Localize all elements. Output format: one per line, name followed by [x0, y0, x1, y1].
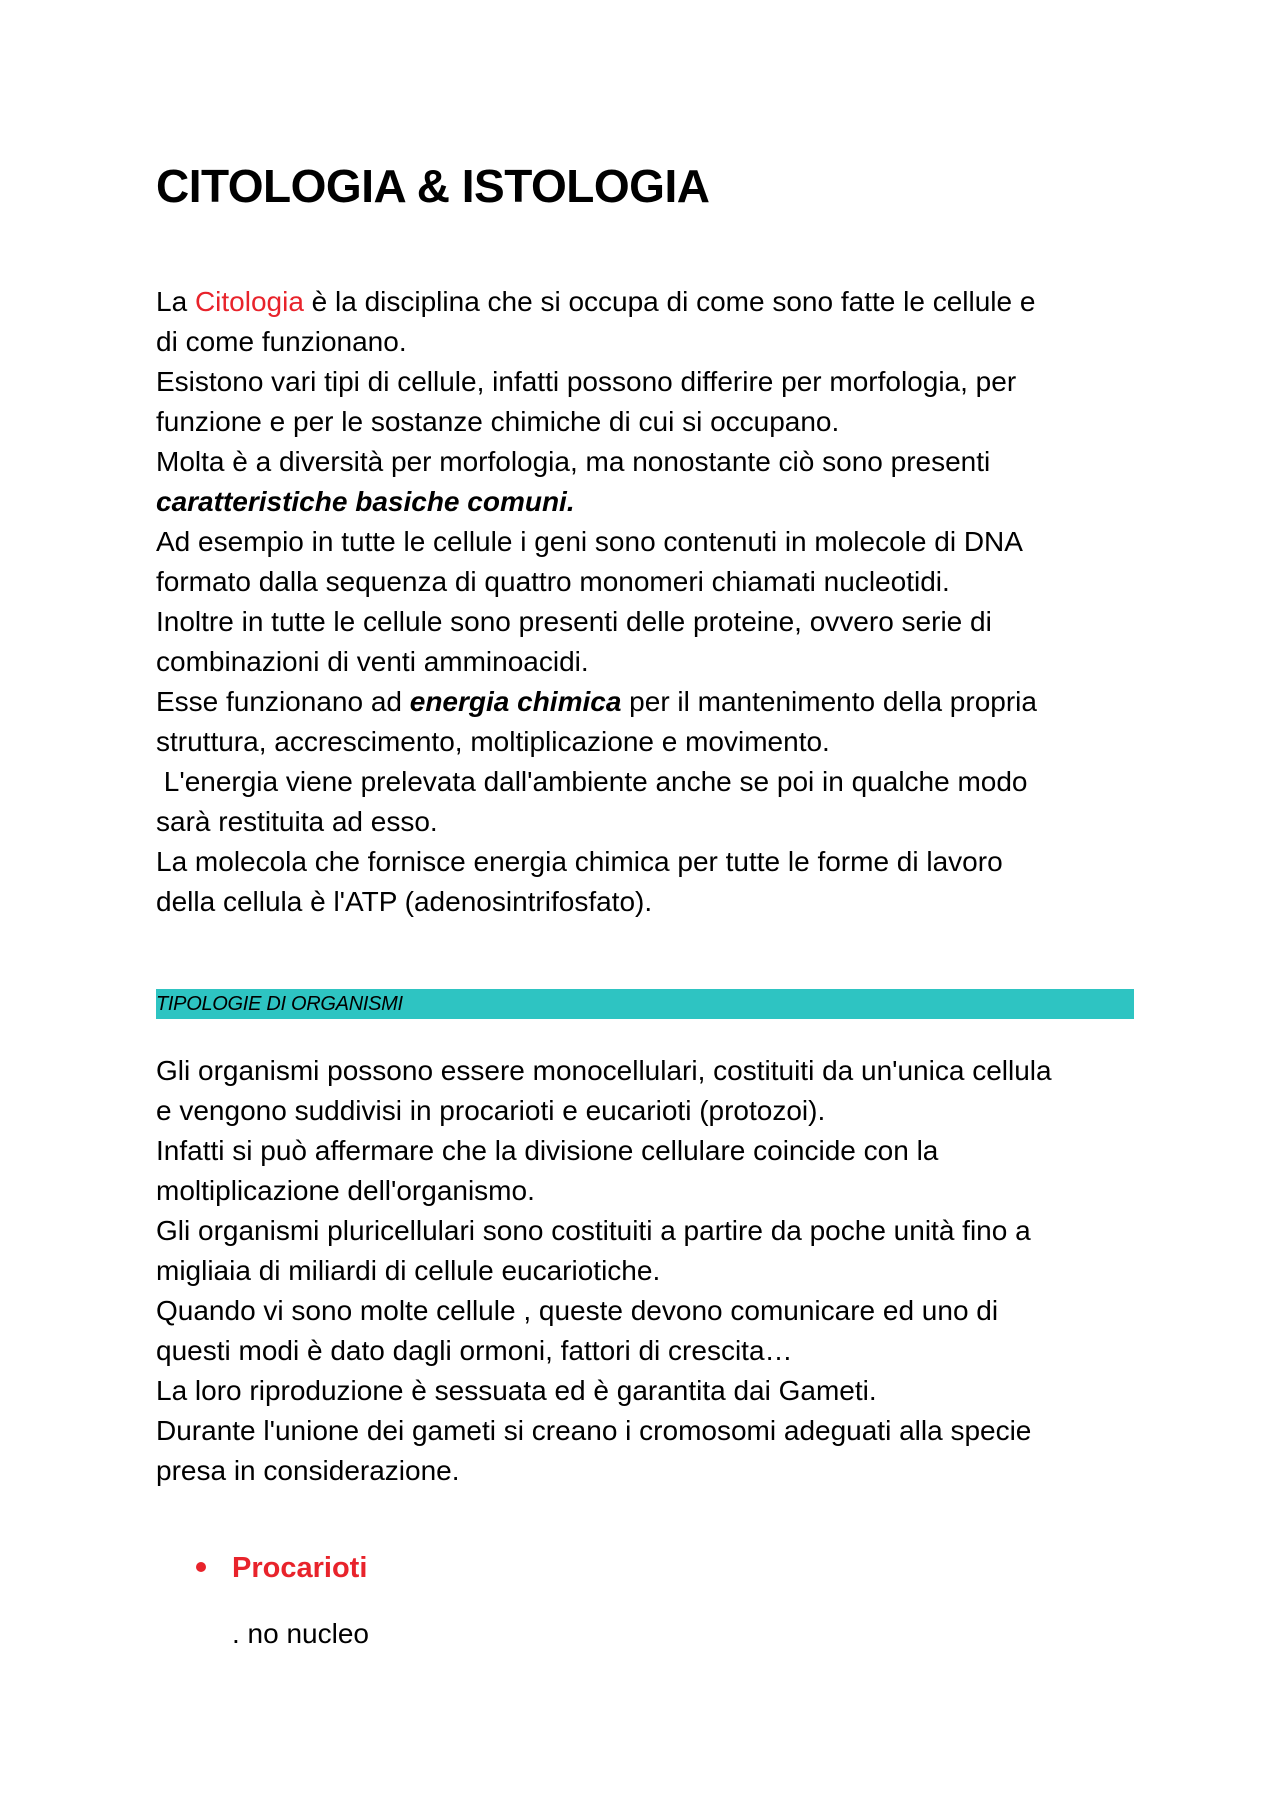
intro-line: formato dalla sequenza di quattro monomeri chiamati nucleotidi.	[156, 566, 950, 597]
bullet-item-procarioti	[196, 1548, 367, 1588]
intro-line: L'energia viene prelevata dall'ambiente anche se poi in qualche modo	[156, 766, 1028, 797]
text-span: Esse funzionano ad	[156, 686, 410, 717]
sub-item-no-nucleo: . no nucleo	[232, 1618, 369, 1649]
intro-line: La molecola che fornisce energia chimica per tutte le forme di lavoro	[156, 846, 1003, 877]
text-span: per il mantenimento della propria	[621, 686, 1037, 717]
organisms-line: moltiplicazione dell'organismo.	[156, 1175, 535, 1206]
organisms-text	[156, 1051, 1136, 1491]
intro-line-emphasis: caratteristiche basiche comuni.	[156, 486, 575, 517]
organisms-line: e vengono suddivisi in procarioti e eucarioti (protozoi).	[156, 1095, 826, 1126]
organisms-line: presa in considerazione.	[156, 1455, 460, 1486]
intro-line: sarà restituita ad esso.	[156, 806, 438, 837]
intro-line	[156, 282, 1136, 322]
text-span: La	[156, 286, 195, 317]
intro-line: combinazioni di venti amminoacidi.	[156, 646, 589, 677]
organisms-line: questi modi è dato dagli ormoni, fattori di crescita…	[156, 1335, 793, 1366]
organisms-line: migliaia di miliardi di cellule eucariotiche.	[156, 1255, 661, 1286]
intro-line	[156, 682, 1136, 722]
organisms-line: Durante l'unione dei gameti si creano i cromosomi adeguati alla specie	[156, 1415, 1032, 1446]
citologia-highlight: Citologia	[194, 286, 304, 317]
energia-chimica-emphasis: energia chimica	[409, 686, 622, 717]
text-span: è la disciplina che si occupa di come sono fatte le cellule e	[303, 286, 1036, 317]
intro-line: Inoltre in tutte le cellule sono presenti delle proteine, ovvero serie di	[156, 606, 992, 637]
intro-line: Esistono vari tipi di cellule, infatti possono differire per morfologia, per	[156, 366, 1017, 397]
section-heading-bar	[156, 989, 1134, 1019]
intro-line: Ad esempio in tutte le cellule i geni sono contenuti in molecole di DNA	[156, 526, 1023, 557]
intro-line: della cellula è l'ATP (adenosintrifosfato).	[156, 886, 653, 917]
organisms-line: La loro riproduzione è sessuata ed è garantita dai Gameti.	[156, 1375, 877, 1406]
organisms-line: Gli organismi possono essere monocellulari, costituiti da un'unica cellula	[156, 1055, 1052, 1086]
intro-line: struttura, accrescimento, moltiplicazione e movimento.	[156, 726, 830, 757]
page-title: CITOLOGIA & ISTOLOGIA	[156, 160, 710, 212]
organisms-line: Gli organismi pluricellulari sono costituiti a partire da poche unità fino a	[156, 1215, 1031, 1246]
section-heading: TIPOLOGIE DI ORGANISMI	[156, 993, 403, 1015]
intro-text	[156, 282, 1136, 922]
organisms-line: Quando vi sono molte cellule , queste devono comunicare ed uno di	[156, 1295, 999, 1326]
intro-line: Molta è a diversità per morfologia, ma nonostante ciò sono presenti	[156, 446, 991, 477]
organisms-line: Infatti si può affermare che la divisione cellulare coincide con la	[156, 1135, 939, 1166]
bullet-dot-icon	[196, 1562, 206, 1572]
bullet-label: Procarioti	[232, 1552, 368, 1584]
intro-line: di come funzionano.	[156, 326, 407, 357]
intro-line: funzione e per le sostanze chimiche di cui si occupano.	[156, 406, 840, 437]
